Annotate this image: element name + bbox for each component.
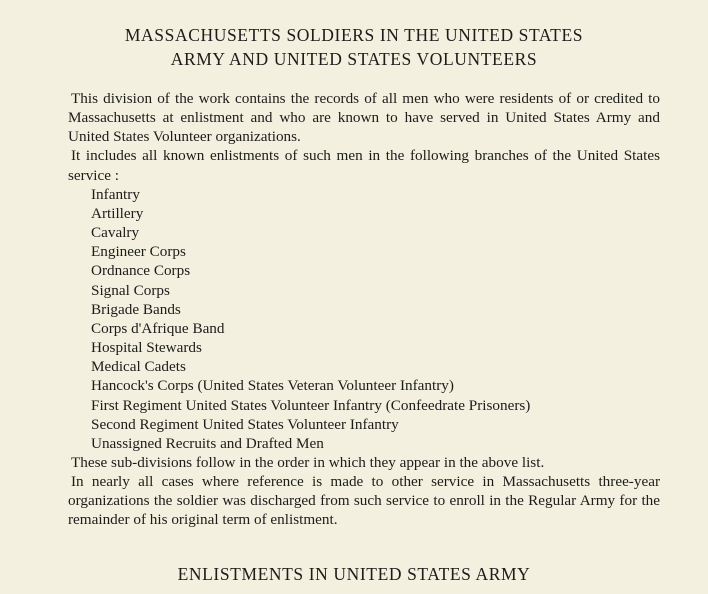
cases-note-paragraph xyxy=(68,472,660,529)
branch-list-item: Engineer Corps xyxy=(91,243,186,261)
branch-list xyxy=(68,185,660,453)
order-note-text: These sub-divisions follow in the order in which they appear in the above list. xyxy=(71,453,545,471)
page-title xyxy=(0,23,708,71)
branch-list-item: Infantry xyxy=(91,185,140,203)
intro-paragraph xyxy=(68,89,660,146)
branch-list-item: Hancock's Corps (United States Veteran Volunteer Infantry) xyxy=(91,377,454,395)
branch-list-item: Ordnance Corps xyxy=(91,262,191,280)
branch-list-item: Corps d'Afrique Band xyxy=(91,319,225,337)
branch-list-item: Medical Cadets xyxy=(91,358,186,376)
branch-list-item: First Regiment United States Volunteer Infantry (Confeedrate Prisoners) xyxy=(91,396,531,414)
includes-paragraph xyxy=(68,146,660,184)
branch-list-item: Signal Corps xyxy=(91,281,170,299)
order-note-paragraph xyxy=(68,453,660,472)
document-body xyxy=(68,89,660,530)
branch-list-item: Brigade Bands xyxy=(91,300,181,318)
cases-note-text: In nearly all cases where reference is made to other service in Massachusetts three-year organizations the soldier was discharged from such service to enroll in the Regular Army for the remainder of his original term of enlistment. xyxy=(68,473,660,529)
includes-text: It includes all known enlistments of such men in the following branches of the United States service : xyxy=(68,147,660,184)
page-title-line-2: ARMY AND UNITED STATES VOLUNTEERS xyxy=(170,49,538,69)
branch-list-item: Unassigned Recruits and Drafted Men xyxy=(91,434,324,452)
branch-list-item: Second Regiment United States Volunteer Infantry xyxy=(91,415,399,433)
branch-list-item: Hospital Stewards xyxy=(91,339,202,357)
page-title-line-1: MASSACHUSETTS SOLDIERS IN THE UNITED STATES xyxy=(124,25,584,45)
section-heading xyxy=(0,562,708,586)
section-heading-text: ENLISTMENTS IN UNITED STATES ARMY xyxy=(177,564,531,584)
intro-text: This division of the work contains the records of all men who were residents of or credited to Massachusetts at enlistment and who are known to have served in United States Army and United States Volunteer organizations. xyxy=(68,90,660,146)
branch-list-item: Artillery xyxy=(91,204,144,222)
branch-list-item: Cavalry xyxy=(91,224,140,242)
